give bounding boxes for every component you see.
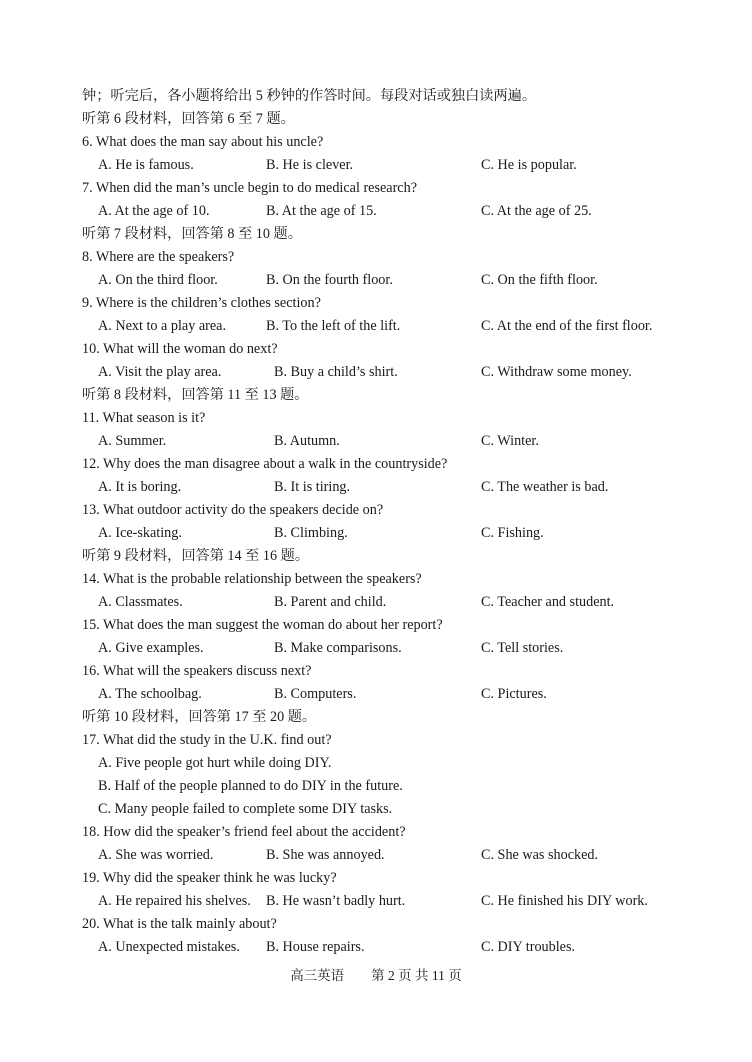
option-b: B. Half of the people planned to do DIY in the future. [98,778,403,794]
option-b: B. To the left of the lift. [266,318,401,334]
option-a: A. Five people got hurt while doing DIY. [98,755,332,771]
option-b: B. He wasn’t badly hurt. [266,893,406,909]
option-c: C. At the end of the first floor. [481,318,653,334]
question-stem: 9. Where is the children’s clothes section? [82,295,321,311]
option-c: C. Teacher and student. [481,594,615,610]
option-b: B. Computers. [274,686,357,702]
option-c: C. Withdraw some money. [481,364,632,380]
option-b: B. He is clever. [266,157,354,173]
option-a: A. Next to a play area. [98,318,227,334]
question-stem: 8. Where are the speakers? [82,249,235,265]
option-b: B. Buy a child’s shirt. [274,364,398,380]
option-b: B. On the fourth floor. [266,272,393,288]
option-c: C. Pictures. [481,686,547,702]
option-a: A. At the age of 10. [98,203,210,219]
question-stem: 16. What will the speakers discuss next? [82,663,312,679]
option-b: B. She was annoyed. [266,847,385,863]
section-heading: 听第 10 段材料，回答第 17 至 20 题。 [82,709,317,725]
question-stem: 10. What will the woman do next? [82,341,278,357]
question-stem: 15. What does the man suggest the woman do about her report? [82,617,443,633]
section-heading: 听第 7 段材料，回答第 8 至 10 题。 [82,226,302,242]
option-b: B. Make comparisons. [274,640,402,656]
question-stem: 18. How did the speaker’s friend feel about the accident? [82,824,406,840]
option-a: A. Unexpected mistakes. [98,939,240,955]
option-a: A. Ice-skating. [98,525,182,541]
option-a: A. It is boring. [98,479,182,495]
section-heading: 听第 6 段材料，回答第 6 至 7 题。 [82,111,295,127]
option-b: B. House repairs. [266,939,365,955]
page-footer: 高三英语 第 2 页 共 11 页 [290,968,462,983]
option-c: C. On the fifth floor. [481,272,598,288]
intro-line: 钟；听完后，各小题将给出 5 秒钟的作答时间。每段对话或独白读两遍。 [82,88,537,104]
option-c: C. Winter. [481,433,539,449]
question-stem: 17. What did the study in the U.K. find out? [82,732,332,748]
option-a: A. On the third floor. [98,272,218,288]
option-a: A. The schoolbag. [98,686,202,702]
option-b: B. It is tiring. [274,479,351,495]
option-b: B. Climbing. [274,525,348,541]
option-a: A. He is famous. [98,157,194,173]
option-c: C. Tell stories. [481,640,564,656]
option-c: C. At the age of 25. [481,203,592,219]
option-a: A. Summer. [98,433,167,449]
option-c: C. Many people failed to complete some DIY tasks. [98,801,393,817]
option-c: C. He finished his DIY work. [481,893,648,909]
section-heading: 听第 8 段材料，回答第 11 至 13 题。 [82,387,309,403]
option-a: A. Give examples. [98,640,204,656]
option-c: C. Fishing. [481,525,544,541]
option-b: B. At the age of 15. [266,203,377,219]
option-a: A. She was worried. [98,847,214,863]
question-stem: 20. What is the talk mainly about? [82,916,277,932]
option-c: C. DIY troubles. [481,939,576,955]
question-stem: 19. Why did the speaker think he was lucky? [82,870,337,886]
option-c: C. The weather is bad. [481,479,609,495]
option-a: A. He repaired his shelves. [98,893,251,909]
question-stem: 14. What is the probable relationship between the speakers? [82,571,422,587]
option-c: C. He is popular. [481,157,577,173]
option-a: A. Classmates. [98,594,183,610]
question-stem: 7. When did the man’s uncle begin to do medical research? [82,180,417,196]
question-stem: 13. What outdoor activity do the speakers decide on? [82,502,384,518]
option-a: A. Visit the play area. [98,364,222,380]
option-c: C. She was shocked. [481,847,599,863]
option-b: B. Autumn. [274,433,340,449]
option-b: B. Parent and child. [274,594,387,610]
question-stem: 6. What does the man say about his uncle? [82,134,324,150]
question-stem: 11. What season is it? [82,410,206,426]
section-heading: 听第 9 段材料，回答第 14 至 16 题。 [82,548,310,564]
question-stem: 12. Why does the man disagree about a walk in the countryside? [82,456,448,472]
